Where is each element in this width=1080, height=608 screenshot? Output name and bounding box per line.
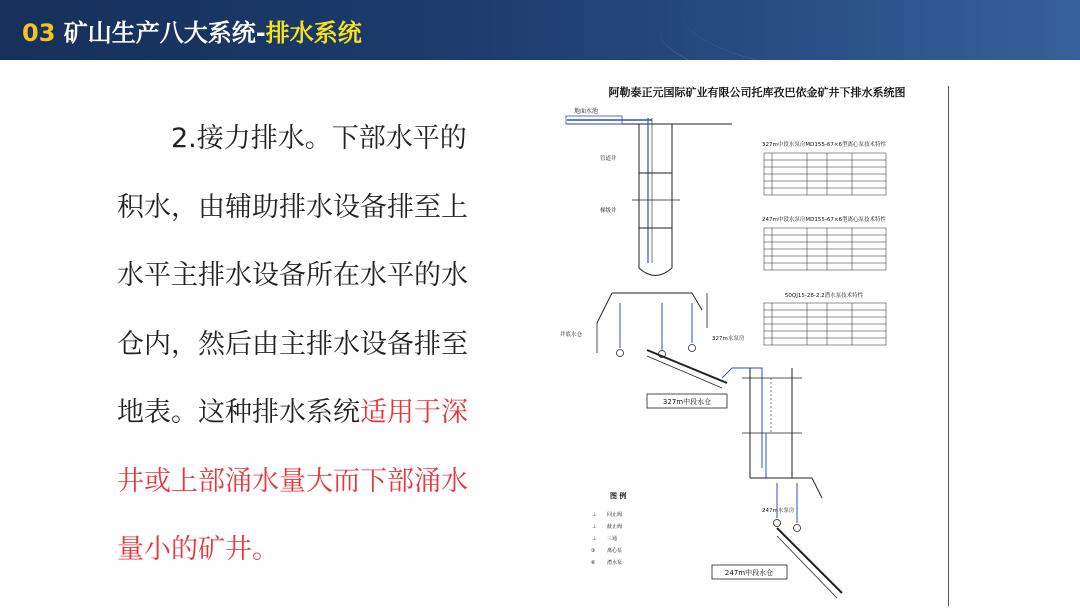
header-decoration-2 — [680, 0, 1080, 60]
sump-247: 247m中段水仓 — [724, 569, 774, 577]
svg-text:⊥: ⊥ — [592, 512, 597, 518]
svg-text:⊥: ⊥ — [592, 536, 597, 542]
legend-item-5: 潜水泵 — [607, 560, 623, 566]
svg-text:③: ③ — [591, 548, 596, 554]
pump-room-327: 327m水泵房 — [712, 336, 745, 342]
left-label: 井底水仓 — [560, 332, 583, 338]
legend-item-1: 回止阀 — [607, 512, 623, 518]
surface-label: 地面水池 — [574, 108, 599, 115]
slide-title — [22, 13, 362, 48]
body-text-highlight: 适用于深井或上部涌水量大而下部涌水量小的矿井。 — [117, 397, 468, 565]
title-main: 矿山生产八大系统- — [63, 19, 266, 47]
title-highlight: 排水系统 — [265, 19, 362, 47]
legend-item-4: 离心泵 — [607, 548, 623, 554]
sump-327: 327m中段水仓 — [662, 398, 712, 406]
svg-text:⑥: ⑥ — [591, 560, 596, 566]
pump-room-247: 247m水泵房 — [762, 508, 795, 514]
figure-border — [948, 86, 949, 606]
section-number: 03 — [22, 19, 56, 47]
legend-item-2: 截止阀 — [607, 524, 623, 530]
legend-title: 图 例 — [610, 492, 627, 500]
body-text-normal: 2.接力排水。下部水平的积水，由辅助排水设备排至上水平主排水设备所在水平的水仓内，然后由主排水设备排至地表。这种排水系统 — [117, 123, 468, 428]
header-bar — [0, 0, 1080, 60]
table3-title: 50QJ15-28-2.2潜水泵技术特性 — [784, 293, 864, 299]
table1-title: 327m中段水泵房MD155-67×6型离心泵技术特性 — [762, 142, 886, 148]
diagram-title: 阿勒泰正元国际矿业有限公司托库孜巴依金矿井下排水系统图 — [608, 86, 906, 99]
svg-text:⊥: ⊥ — [592, 524, 597, 530]
legend-item-3: 三通 — [607, 536, 618, 542]
shaft-label-2: 梯级井 — [600, 208, 617, 214]
table2-title: 247m中段水泵房MD155-67×6型离心泵技术特性 — [762, 217, 886, 223]
body-text — [117, 105, 487, 585]
drainage-diagram — [552, 78, 947, 603]
shaft-label-1: 管道井 — [600, 156, 617, 162]
